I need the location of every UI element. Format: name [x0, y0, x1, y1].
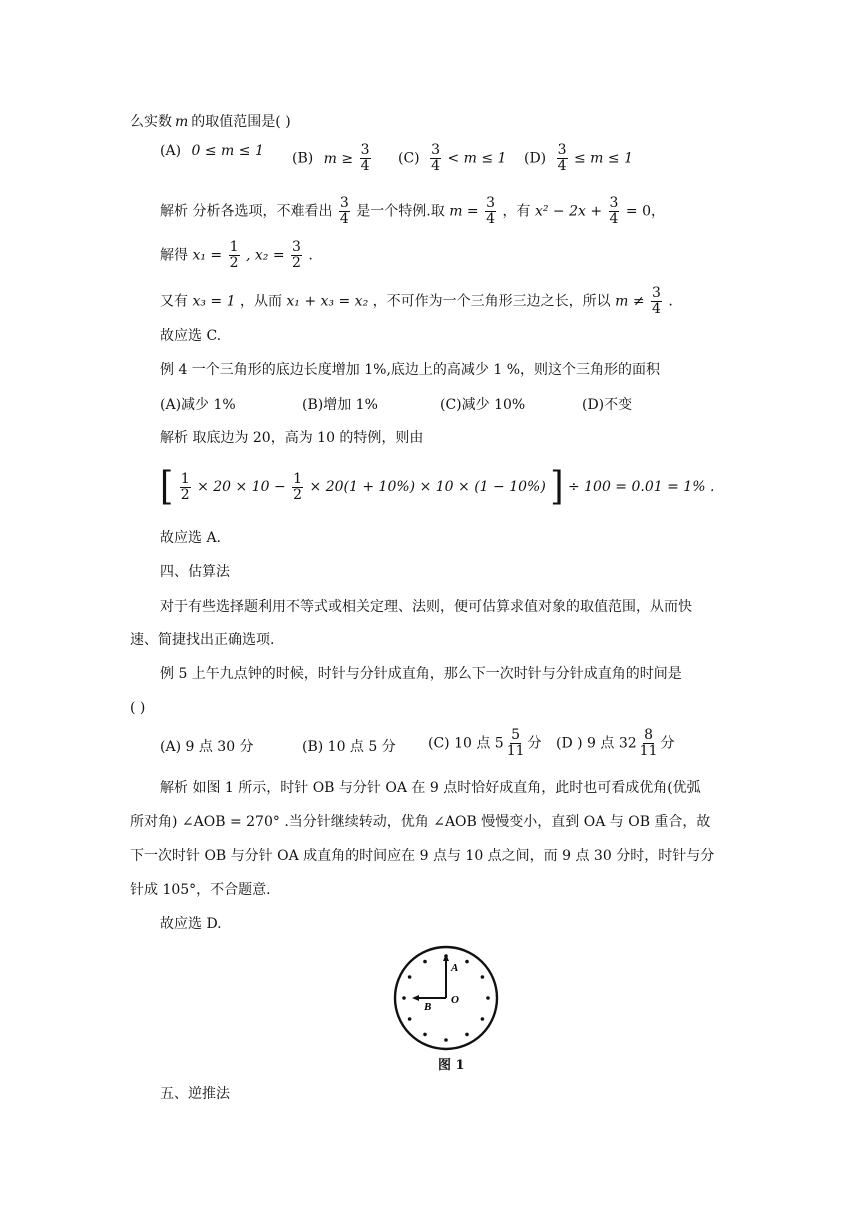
label-o: O — [451, 994, 459, 1006]
example5-title: 例 5 上午九点钟的时候，时针与分针成直角，那么下一次时针与分针成直角的时间是 — [160, 666, 682, 682]
ex5-option-b: (B) 10 点 5 分 — [302, 739, 396, 755]
ex4-option-d: (D)不变 — [582, 397, 633, 413]
solution3-line3: 又有 x₃ = 1 ，从而 x₁ + x₃ = x₂ ，不可作为一个三角形三边之长，所以 m ≠ $\frac{3}{4}$ . — [160, 285, 673, 317]
section4-heading: 四、估算法 — [160, 564, 230, 580]
ex4-option-c: (C)减少 10% — [440, 397, 526, 413]
answer-q3: 故应选 C. — [160, 328, 222, 344]
q3-option-d: (D) $\frac{3}{4}$ ≤ m ≤ 1 — [524, 142, 633, 174]
ex5-solution-line2: 所对角) ∠AOB = 270° .当分针继续转动，优角 ∠AOB 慢慢变小，直到 OA 与 OB 重合，故 — [130, 814, 711, 830]
q3-option-b: (B) m ≥ $\frac{3}{4}$ — [292, 142, 370, 174]
section4-para-line2: 速、简捷找出正确选项. — [130, 632, 275, 648]
minute-hand-arrow — [443, 954, 449, 961]
answer-ex5: 故应选 D. — [160, 916, 222, 932]
ex5-solution-line4: 针成 105°，不合题意. — [130, 882, 271, 898]
clock-figure — [390, 942, 502, 1054]
figure-caption: 图 1 — [438, 1058, 465, 1073]
solution3-line1: 解析 分析各选项，不难看出 $\frac{3}{4}$ 是一个特例.取 m = $\frac{3}{4}$ ，有 x² − 2x + $\frac{3}{4}$ = 0， — [160, 195, 665, 227]
section4-para-line1: 对于有些选择题利用不等式或相关定理、法则，便可估算求值对象的取值范围，从而快 — [160, 599, 692, 615]
q3-option-c: (C) $\frac{3}{4}$ < m ≤ 1 — [398, 142, 507, 174]
label-b: B — [424, 1001, 432, 1013]
ex4-formula: [ $\frac{1}{2}$ × 20 × 10 − $\frac{1}{2}$ × 20(1 + 10%) × 10 × (1 − 10%) ] ÷ 100 = 0.01 = 1% . — [160, 464, 715, 510]
label-a: A — [451, 962, 459, 974]
ex4-option-b: (B)增加 1% — [302, 397, 378, 413]
hour-hand-arrow — [412, 995, 419, 1001]
ex5-solution-line1: 解析 如图 1 所示，时针 OB 与分针 OA 在 9 点时恰好成直角，此时也可看成优角(优弧 — [160, 780, 701, 796]
answer-ex4: 故应选 A. — [160, 530, 222, 546]
ex5-solution-line3: 下一次时针 OB 与分针 OA 成直角的时间应在 9 点与 10 点之间，而 9 点 30 分时，时针与分 — [130, 848, 715, 864]
stem-text: 么实数 — [130, 114, 172, 130]
example5-paren: ( ) — [130, 700, 146, 716]
ex5-option-d: (D ) 9 点 32 $\frac{8}{11}$ 分 — [556, 727, 675, 759]
question-stem-tail — [130, 112, 291, 132]
stem-text-rest: 的取值范围是( ) — [191, 114, 291, 130]
q3-option-a: (A) 0 ≤ m ≤ 1 — [160, 143, 264, 159]
ex4-solution-line: 解析 取底边为 20，高为 10 的特例，则由 — [160, 430, 424, 446]
var-m: m — [175, 114, 189, 130]
ex5-option-c: (C) 10 点 5 $\frac{5}{11}$ 分 — [428, 727, 542, 759]
example4-title: 例 4 一个三角形的底边长度增加 1%,底边上的高减少 1 %，则这个三角形的面积 — [160, 362, 661, 378]
solution3-line2: 解得 x₁ = $\frac{1}{2}$ , x₂ = $\frac{3}{2}$ . — [160, 239, 313, 271]
ex4-option-a: (A)减少 1% — [160, 397, 236, 413]
ex5-option-a: (A) 9 点 30 分 — [160, 739, 254, 755]
section5-heading: 五、逆推法 — [160, 1086, 230, 1102]
